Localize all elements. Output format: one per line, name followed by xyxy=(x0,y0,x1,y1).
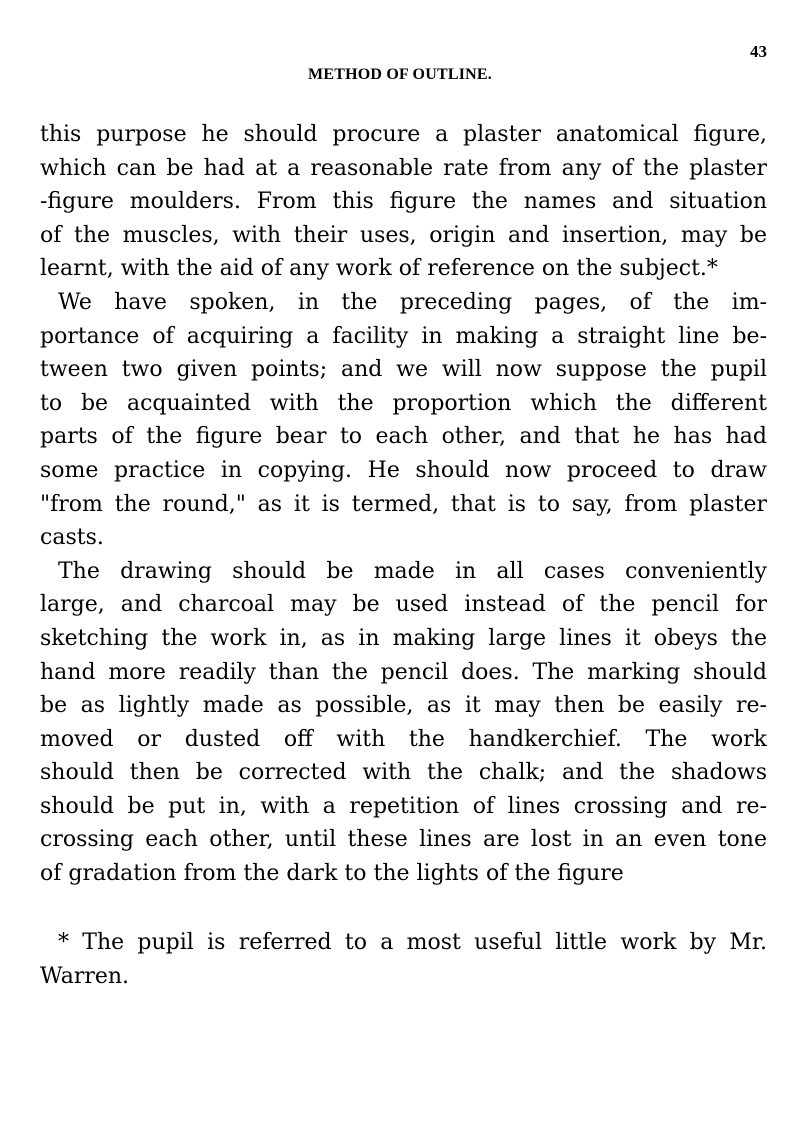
text-line: of gradation from the dark to the lights of the figure xyxy=(40,861,624,887)
text-line: should then be corrected with the chalk; and the shadows xyxy=(40,760,767,786)
text-line: of the muscles, with their uses, origin and insertion, may be xyxy=(40,222,767,248)
text-line: We have spoken, in the preceding pages, of the im- xyxy=(58,289,767,315)
text-line: large, and charcoal may be used instead of the pencil for xyxy=(40,592,767,618)
footnote-line: * The pupil is referred to a most useful little work by Mr. xyxy=(58,930,767,955)
text-line: The drawing should be made in all cases conveniently xyxy=(58,558,767,584)
text-line: be as lightly made as possible, as it may then be easily re- xyxy=(40,693,767,719)
text-line: portance of acquiring a facility in making a straight line be- xyxy=(40,323,767,349)
text-line: casts. xyxy=(40,525,104,551)
text-line: hand more readily than the pencil does. The marking should xyxy=(40,659,767,685)
text-line: which can be had at a reasonable rate from any of the plaster xyxy=(40,155,767,181)
page-number: 43 xyxy=(750,42,767,61)
body-text xyxy=(40,118,767,891)
text-line: tween two given points; and we will now suppose the pupil xyxy=(40,357,767,383)
text-line: learnt, with the aid of any work of reference on the subject.* xyxy=(40,256,718,282)
text-line: crossing each other, until these lines are lost in an even tone xyxy=(40,827,767,853)
text-line: sketching the work in, as in making large lines it obeys the xyxy=(40,625,767,651)
text-line: this purpose he should procure a plaster anatomical figure, xyxy=(40,122,767,147)
footnote xyxy=(40,926,767,993)
text-line: parts of the figure bear to each other, and that he has had xyxy=(40,424,767,450)
text-line: moved or dusted off with the handkerchief. The work xyxy=(40,726,767,752)
running-head: METHOD OF OUTLINE. xyxy=(308,66,492,83)
footnote-line: Warren. xyxy=(40,963,130,989)
text-line: some practice in copying. He should now proceed to draw xyxy=(40,457,767,483)
text-line: "from the round," as it is termed, that is to say, from plaster xyxy=(40,491,767,517)
text-line: to be acquainted with the proportion which the different xyxy=(40,390,767,416)
text-line: should be put in, with a repetition of lines crossing and re- xyxy=(40,793,767,819)
text-line: -figure moulders. From this figure the names and situation xyxy=(40,189,767,215)
